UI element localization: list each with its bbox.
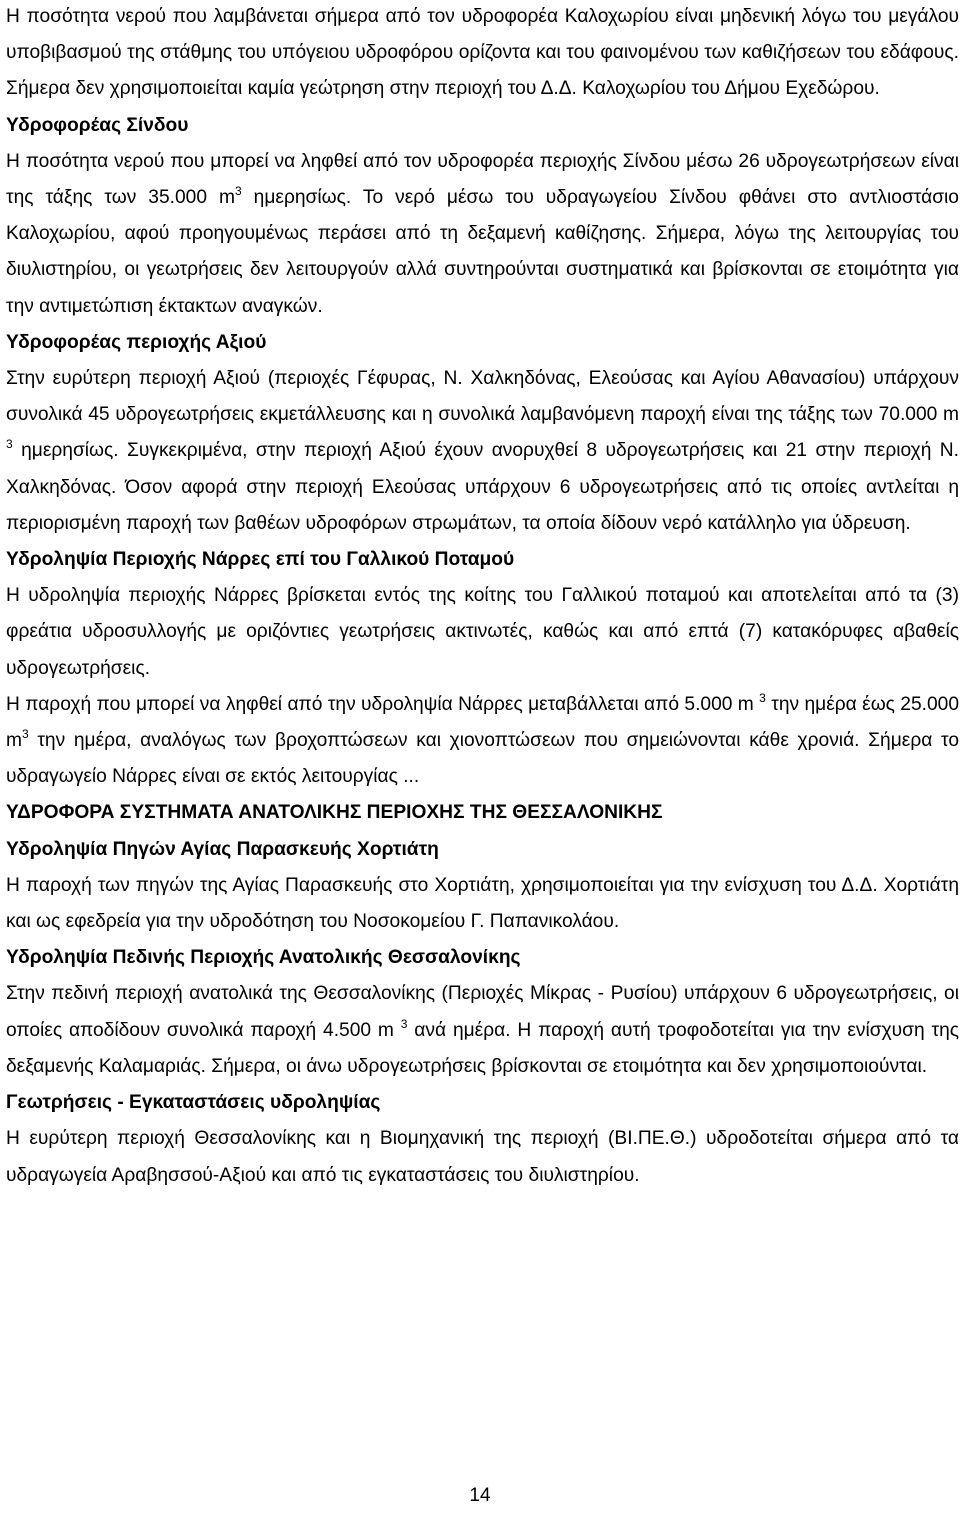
text-run: ημερησίως. Το νερό μέσω του υδραγωγείου Σίνδου φθάνει στο αντλιοστάσιο Καλοχωρίου, αφού προηγουμένως περάσει από τη δεξαμενή καθίζησης. Σήμερα, λόγω της λειτουργίας του διυλιστηρίου, οι γεωτρήσεις δεν λειτουργούν αλλά συντηρούνται συστηματικά και βρίσκονται σε ετοιμότητα για την αντιμετώπιση έκτακτων αναγκών.: [6, 187, 959, 317]
text-run: ανά ημέρα. Η παροχή αυτή τροφοδοτείται για την ενίσχυση της δεξαμενής Καλαμαριάς. Σήμερα, οι άνω υδρογεωτρήσεις βρίσκονται σε ετοιμότητα και δεν χρησιμοποιούνται.: [6, 1019, 959, 1077]
heading-eastern-plain-intake: Υδροληψία Πεδινής Περιοχής Ανατολικής Θεσσαλονίκης: [6, 947, 521, 969]
text-run: Η παροχή που μπορεί να ληφθεί από την υδροληψία Νάρρες μεταβάλλεται από 5.000 m: [6, 693, 760, 715]
heading-boreholes-installations: Γεωτρήσεις - Εγκαταστάσεις υδροληψίας: [6, 1092, 381, 1114]
text-run: την ημέρα, αναλόγως των βροχοπτώσεων και χιονοπτώσεων που σημειώνονται κάθε χρονιά. Σήμερα το υδραγωγείο Νάρρες είναι σε εκτός λειτουργίας ...: [6, 730, 959, 788]
text-run: Η ποσότητα νερού που μπορεί να ληφθεί από τον υδροφορέα περιοχής Σίνδου μέσω 26 υδρογεωτρήσεων είναι της τάξης των 35.000 m: [6, 150, 959, 209]
superscript: 3: [400, 1016, 408, 1031]
heading-sindos-aquifer: Υδροφορέας Σίνδου: [6, 114, 189, 136]
paragraph-narres-flow: [6, 687, 959, 796]
paragraph-agia-paraskevi: Η παροχή των πηγών της Αγίας Παρασκευής στο Χορτιάτη, χρησιμοποιείται για την ενίσχυση του Δ.Δ. Χορτιάτη και ως εφεδρεία για την υδροδότηση του Νοσοκομείου Γ. Παπανικολάου.: [6, 874, 959, 933]
text-run: ημερησίως. Συγκεκριμένα, στην περιοχή Αξιού έχουν ανορυχθεί 8 υδρογεωτρήσεις και 21 στην περιοχή Ν. Χαλκηδόνας. Όσον αφορά στην περιοχή Ελεούσας υπάρχουν 6 υδρογεωτρήσεις από τις οποίες αντλείται η περιορισμένη παροχή των βαθέων υδροφόρων στρωμάτων, τα οποία δίδουν νερό κατάλληλο για ύδρευση.: [6, 440, 959, 534]
paragraph-narres-description: Η υδροληψία περιοχής Νάρρες βρίσκεται εντός της κοίτης του Γαλλικού ποταμού και αποτελείται από τα (3) φρεάτια υδροσυλλογής με οριζόντιες γεωτρήσεις ακτινωτές, καθώς και από επτά (7) κατακόρυφες αβαθείς υδρογεωτρήσεις.: [6, 585, 959, 679]
superscript: 3: [6, 437, 13, 452]
superscript: 3: [234, 184, 242, 199]
paragraph-boreholes: Η ευρύτερη περιοχή Θεσσαλονίκης και η Βιομηχανική της περιοχή (ΒΙ.ΠΕ.Θ.) υδροδοτείται σήμερα από τα υδραγωγεία Αραβησσού-Αξιού και από τις εγκαταστάσεις του διυλιστηρίου.: [6, 1128, 959, 1186]
document-page: [6, 0, 959, 1194]
text-run: Στην ευρύτερη περιοχή Αξιού (περιοχές Γέφυρας, Ν. Χαλκηδόνας, Ελεούσας και Αγίου Αθανασίου) υπάρχουν συνολικά 45 υδρογεωτρήσεις εκμετάλλευσης και η συνολικά λαμβανόμενη παροχή είναι της τάξης των 70.000 m: [6, 368, 959, 426]
heading-agia-paraskevi-springs: Υδροληψία Πηγών Αγίας Παρασκευής Χορτιάτη: [6, 838, 439, 860]
text-run: την ημέρα έως 25.000 m: [6, 693, 959, 752]
heading-eastern-aquifer-systems: ΥΔΡΟΦΟΡΑ ΣΥΣΤΗΜΑΤΑ ΑΝΑΤΟΛΙΚΗΣ ΠΕΡΙΟΧΗΣ ΤΗΣ ΘΕΣΣΑΛΟΝΙΚΗΣ: [6, 802, 663, 824]
paragraph-kalochori: Η ποσότητα νερού που λαμβάνεται σήμερα από τον υδροφορέα Καλοχωρίου είναι μηδενική λόγω του μεγάλου υποβιβασμού της στάθμης του υπόγειου υδροφόρου ορίζοντα και του φαινομένου των καθιζήσεων του εδάφους. Σήμερα δεν χρησιμοποιείται καμία γεώτρηση στην περιοχή του Δ.Δ. Καλοχωρίου του Δήμου Εχεδώρου.: [6, 6, 959, 100]
paragraph-sindos: [6, 144, 959, 325]
superscript: 3: [21, 727, 29, 742]
superscript: 3: [759, 690, 766, 705]
page-number: 14: [469, 1485, 491, 1506]
paragraph-eastern-plain: [6, 976, 959, 1085]
text-run: Στην πεδινή περιοχή ανατολικά της Θεσσαλονίκης (Περιοχές Μίκρας - Ρυσίου) υπάρχουν 6 υδρογεωτρήσεις, οι οποίες αποδίδουν συνολικά παροχή 4.500 m: [6, 983, 959, 1041]
paragraph-axios: [6, 361, 959, 542]
heading-narres-intake: Υδροληψία Περιοχής Νάρρες επί του Γαλλικού Ποταμού: [6, 549, 515, 571]
heading-axios-aquifer: Υδροφορέας περιοχής Αξιού: [6, 331, 267, 353]
